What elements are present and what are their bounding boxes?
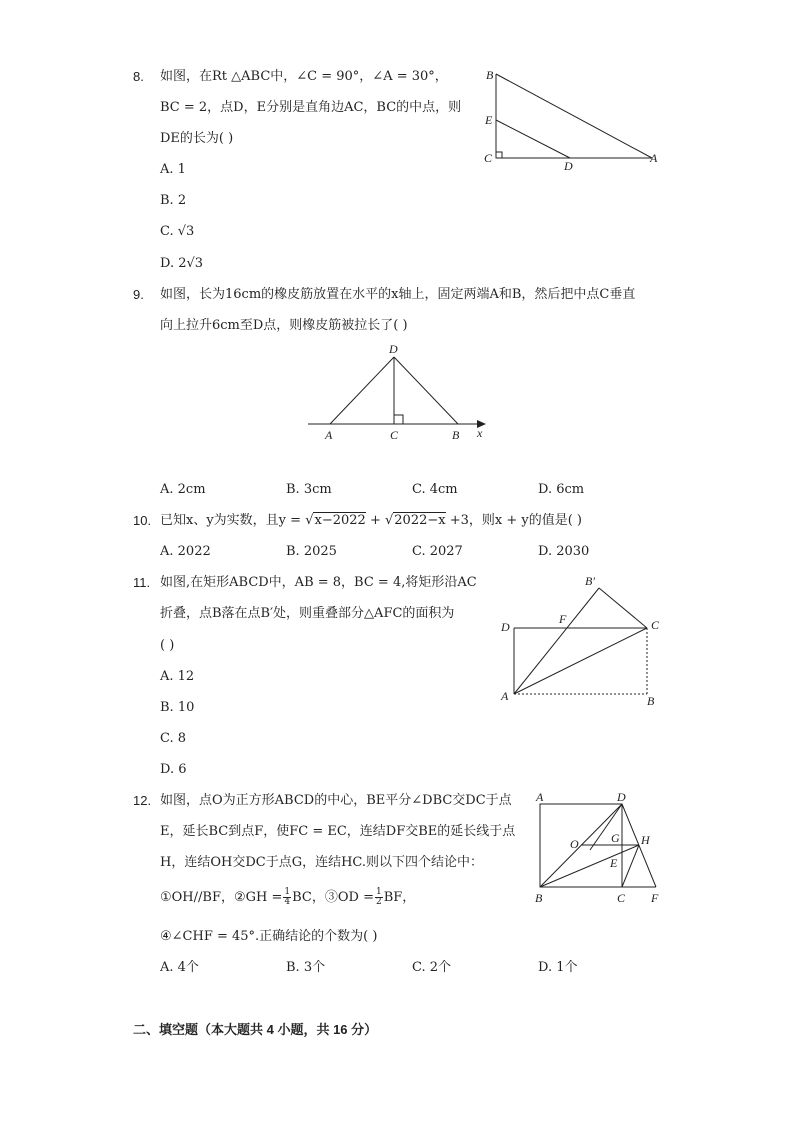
q12-option-b: B. 3个: [286, 960, 326, 975]
q12-option-c: C. 2个: [412, 960, 452, 975]
q11-label-d: D: [501, 620, 510, 634]
q8-option-a: A. 1: [160, 162, 186, 177]
q9-line-2: 向上拉升6cm至D点，则橡皮筋被拉长了( ): [160, 318, 408, 333]
q12-label-g: G: [611, 831, 620, 845]
q8-option-b: B. 2: [160, 193, 187, 208]
q10-prefix: 已知x、y为实数，且y =: [160, 513, 302, 528]
q12-label-f: F: [651, 891, 659, 905]
q12-label-c: C: [617, 891, 626, 905]
q10-line: [160, 512, 582, 530]
q12-square-figure: [530, 790, 670, 910]
q8-option-c: C. √3: [160, 224, 195, 239]
q12-conclusion-3: BC，③OD =: [292, 890, 374, 905]
q11-option-a: A. 12: [160, 669, 195, 684]
q12-line-5: ④∠CHF = 45°.正确结论的个数为( ): [160, 929, 378, 944]
q8-label-d: D: [564, 159, 573, 173]
q12-option-d: D. 1个: [538, 960, 578, 975]
q12-label-a: A: [536, 790, 544, 804]
q12-label-d: D: [617, 790, 626, 804]
q12-number: 12.: [133, 793, 152, 808]
q10-sqrt-2: [385, 512, 446, 528]
q12-conclusion-1-2: ①OH//BF，②GH =: [160, 890, 283, 905]
q10-sqrt-1: [305, 512, 366, 528]
fraction-one-quarter: [283, 888, 291, 907]
q9-label-x: x: [477, 426, 483, 440]
q8-triangle-figure: [480, 60, 680, 175]
q10-option-a: A. 2022: [160, 544, 211, 559]
q11-label-a: A: [501, 689, 509, 703]
q9-label-b: B: [452, 428, 460, 442]
q8-label-e: E: [485, 113, 493, 127]
q11-label-b-prime: B′: [585, 574, 595, 588]
q10-suffix: +3，则x + y的值是( ): [449, 513, 583, 528]
q9-label-d: D: [389, 342, 398, 356]
q9-number: 9.: [133, 287, 144, 302]
q11-line-1: 如图,在矩形ABCD中，AB = 8，BC = 4,将矩形沿AC: [160, 575, 477, 590]
q10-option-b: B. 2025: [286, 544, 337, 559]
q11-rectangle-fold-figure: [495, 570, 675, 715]
fraction-numerator: 1: [284, 887, 291, 897]
q12-conclusion-3-tail: BF，: [383, 890, 416, 905]
q9-option-c: C. 4cm: [412, 482, 458, 497]
q12-line-1: 如图，点O为正方形ABCD的中心，BE平分∠DBC交DC于点: [160, 793, 512, 808]
q10-plus: +: [369, 513, 381, 528]
q10-option-d: D. 2030: [538, 544, 590, 559]
q8-line-1: 如图，在Rt △ABC中，∠C = 90°，∠A = 30°，: [160, 69, 448, 84]
q12-line-4: [160, 888, 415, 907]
q9-option-a: A. 2cm: [160, 482, 206, 497]
q8-label-b: B: [486, 68, 494, 82]
q12-option-a: A. 4个: [160, 960, 199, 975]
q12-label-o: O: [570, 837, 579, 851]
q12-label-b: B: [535, 891, 543, 905]
q9-option-b: B. 3cm: [286, 482, 332, 497]
fraction-numerator: 1: [375, 887, 382, 897]
q9-rubber-band-figure: [300, 340, 500, 445]
q11-label-c: C: [651, 618, 660, 632]
q9-label-c: C: [390, 428, 399, 442]
q12-line-2: E，延长BC到点F，使FC = EC，连结DF交BE的延长线于点: [160, 824, 516, 839]
q9-line-1: 如图，长为16cm的橡皮筋放置在水平的x轴上，固定两端A和B，然后把中点C垂直: [160, 287, 636, 302]
q11-option-d: D. 6: [160, 762, 187, 777]
q9-option-d: D. 6cm: [538, 482, 585, 497]
q10-number: 10.: [133, 513, 152, 528]
q8-label-c: C: [484, 151, 493, 165]
q11-line-2: 折叠，点B落在点B′处，则重叠部分△AFC的面积为: [160, 606, 455, 621]
radical-sign-1: √: [305, 513, 314, 528]
fraction-denominator: 2: [375, 897, 382, 907]
q11-label-f: F: [559, 612, 567, 626]
q12-label-e: E: [610, 856, 618, 870]
fraction-one-half: [375, 888, 383, 907]
q8-line-2: BC = 2，点D，E分别是直角边AC，BC的中点，则: [160, 100, 462, 115]
q11-line-3: ( ): [160, 638, 175, 653]
q8-line-3: DE的长为( ): [160, 131, 234, 146]
q11-option-b: B. 10: [160, 700, 195, 715]
q8-number: 8.: [133, 69, 144, 84]
q8-label-a: A: [650, 151, 658, 165]
q11-option-c: C. 8: [160, 731, 187, 746]
section-heading-fill-in-blank: 二、填空题（本大题共 4 小题，共 16 分）: [133, 1022, 378, 1037]
radical-sign-2: √: [384, 513, 394, 528]
q8-option-d: D. 2√3: [160, 256, 204, 271]
q11-number: 11.: [133, 575, 151, 590]
q12-label-h: H: [641, 833, 650, 847]
q9-label-a: A: [325, 428, 333, 442]
q10-option-c: C. 2027: [412, 544, 463, 559]
radicand-1: x−2022: [314, 513, 366, 528]
q12-line-3: H，连结OH交DC于点G，连结HC.则以下四个结论中：: [160, 855, 484, 870]
radicand-2: 2022−x: [394, 513, 446, 528]
q11-label-b: B: [647, 694, 655, 708]
fraction-denominator: 4: [284, 897, 291, 907]
